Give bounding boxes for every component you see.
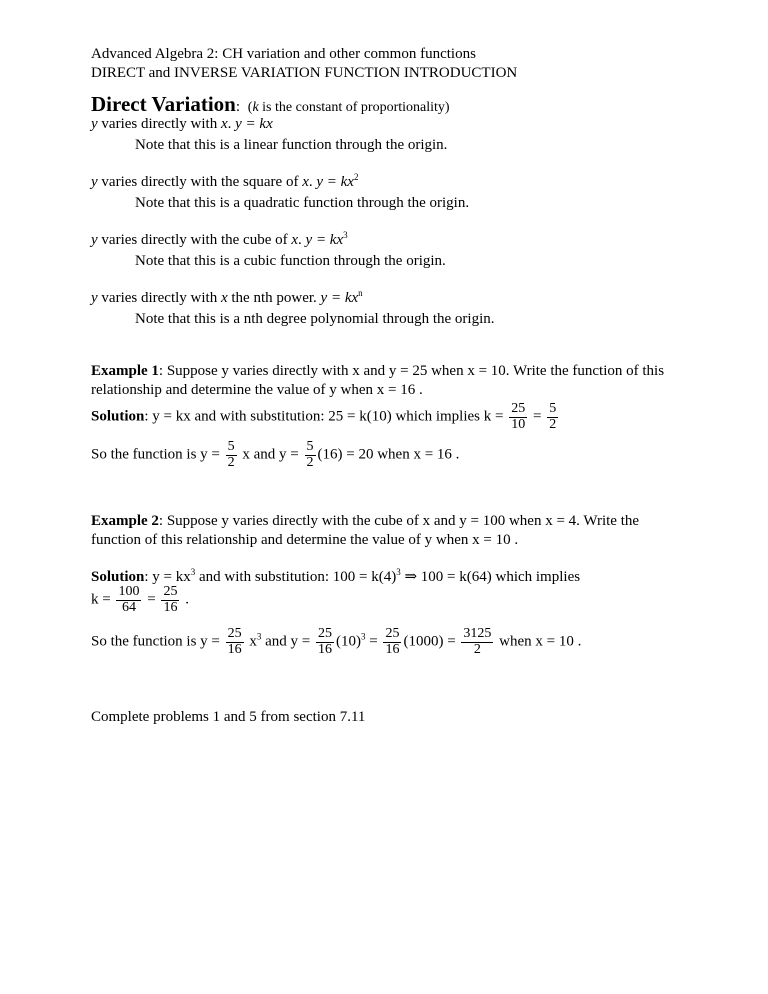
item-text-d: . xyxy=(298,232,306,248)
function-text-f: (1000) = xyxy=(403,633,460,650)
fraction-num: 3125 xyxy=(463,626,492,641)
solution-text-a: : y = kx xyxy=(144,569,191,585)
item-text-a: y xyxy=(91,232,98,248)
title-note-open: ( xyxy=(247,100,253,115)
fraction xyxy=(509,402,527,432)
item-text-a: y xyxy=(91,116,98,132)
exponent: 3 xyxy=(256,631,262,642)
fraction-num: 5 xyxy=(306,439,314,454)
item-exponent: 3 xyxy=(343,230,348,240)
fraction-den: 2 xyxy=(306,454,314,470)
title-note-k: k xyxy=(252,100,259,115)
function-text-a: So the function is y = xyxy=(91,633,224,650)
k-text: k = xyxy=(91,591,115,608)
example-1-label: Example 1 xyxy=(91,363,159,379)
fraction xyxy=(461,627,493,657)
item-text-b: varies directly with xyxy=(97,116,221,132)
fraction-den: 2 xyxy=(473,641,481,657)
fraction xyxy=(226,440,237,470)
section-title: Direct Variation xyxy=(91,92,236,116)
solution-label: Solution xyxy=(91,569,145,585)
fraction-num: 25 xyxy=(227,626,242,641)
item-exponent: 2 xyxy=(353,172,359,182)
item-text-c: x xyxy=(302,174,309,190)
fraction-den: 2 xyxy=(227,454,235,470)
example-1-line-1 xyxy=(91,362,664,380)
fraction xyxy=(161,585,179,615)
header-line-1: Advanced Algebra 2: CH variation and other common functions xyxy=(91,46,476,62)
function-text-e: = xyxy=(365,633,382,650)
item-text-a: y xyxy=(91,174,98,190)
function-text-c: and y = xyxy=(261,633,314,650)
exponent: 3 xyxy=(190,567,196,577)
fraction-den: 16 xyxy=(318,641,332,657)
fraction xyxy=(316,627,334,657)
function-text-d: (10) xyxy=(336,633,361,650)
item-exponent: n xyxy=(358,288,363,298)
solution-label: Solution xyxy=(91,408,145,425)
title-colon: : xyxy=(235,99,241,115)
fraction-den: 16 xyxy=(385,641,400,657)
item-text-b: varies directly with the cube of xyxy=(97,232,292,248)
header-line-2: DIRECT and INVERSE VARIATION FUNCTION INTRODUCTION xyxy=(91,65,518,81)
example-2-line-1 xyxy=(91,512,639,530)
example-2-label: Example 2 xyxy=(91,513,159,529)
fraction xyxy=(116,585,141,615)
variation-note-1: Note that this is a linear function through the origin. xyxy=(135,137,448,153)
fraction-den: 2 xyxy=(549,416,557,432)
solution-text-b: and with substitution: 100 = k(4) xyxy=(195,569,397,585)
equals: = xyxy=(143,591,160,608)
item-formula: y = kx xyxy=(320,290,359,306)
fraction-num: 25 xyxy=(163,584,178,599)
item-text-a: y xyxy=(91,290,98,306)
fraction-num: 5 xyxy=(227,439,235,454)
example-1-function xyxy=(91,440,459,470)
example-1-text: : Suppose y varies directly with x and y = 25 when x = 10. Write the function of this xyxy=(158,363,665,379)
fraction-den: 64 xyxy=(121,599,136,615)
solution-text: : y = kx and with substitution: 25 = k(10) which implies k = xyxy=(144,408,508,425)
variation-note-3: Note that this is a cubic function through the origin. xyxy=(135,253,446,269)
fraction xyxy=(305,440,316,470)
fraction-num: 100 xyxy=(118,584,140,599)
example-1-solution xyxy=(91,402,560,432)
fraction-den: 16 xyxy=(227,641,242,657)
fraction-num: 25 xyxy=(511,401,526,416)
example-2-function xyxy=(91,627,581,657)
item-text-d: . xyxy=(227,116,236,132)
fraction-num: 25 xyxy=(385,626,400,641)
fraction-num: 25 xyxy=(318,626,332,641)
title-note-rest: is the constant of proportionality) xyxy=(258,100,450,115)
item-text-d: the nth power. xyxy=(227,290,321,306)
section-title-row xyxy=(91,92,450,117)
item-text-b: varies directly with xyxy=(97,290,221,306)
function-text-c: (16) = 20 when x = 16 . xyxy=(317,446,460,463)
function-text-a: So the function is y = xyxy=(91,446,224,463)
variation-note-2: Note that this is a quadratic function through the origin. xyxy=(135,195,470,211)
item-formula: y = kx xyxy=(316,174,354,190)
variation-item-1 xyxy=(91,115,273,133)
variation-item-2 xyxy=(91,173,358,191)
item-text-c: x xyxy=(220,116,228,132)
variation-item-4 xyxy=(91,289,363,307)
variation-note-4: Note that this is a nth degree polynomial through the origin. xyxy=(135,311,495,327)
fraction-num: 5 xyxy=(549,401,557,416)
exponent: 3 xyxy=(396,567,401,577)
item-formula: y = kx xyxy=(305,232,344,248)
equals: = xyxy=(529,408,546,425)
function-text-b: x and y = xyxy=(238,446,303,463)
function-text-b: x xyxy=(245,633,257,650)
item-text-c: x xyxy=(220,290,228,306)
fraction-den: 16 xyxy=(163,599,178,615)
title-note xyxy=(248,100,450,115)
exponent: 3 xyxy=(361,631,366,642)
example-2-line-2: function of this relationship and determine the value of y when x = 10 . xyxy=(91,532,519,548)
k-end: . xyxy=(181,591,189,608)
fraction xyxy=(383,627,401,657)
fraction xyxy=(226,627,244,657)
item-text-c: x xyxy=(291,232,299,248)
solution-text-c: ⇒ 100 = k(64) which implies xyxy=(400,569,581,585)
item-text-b: varies directly with the square of xyxy=(97,174,303,190)
fraction xyxy=(547,402,558,432)
closing-instruction: Complete problems 1 and 5 from section 7.11 xyxy=(91,709,366,725)
item-formula: y = kx xyxy=(235,116,273,132)
function-text-g: when x = 10 . xyxy=(495,633,582,650)
item-text-d: . xyxy=(308,174,317,190)
fraction-den: 10 xyxy=(511,416,526,432)
variation-item-3 xyxy=(91,231,348,249)
example-2-k-value xyxy=(91,585,189,615)
example-2-text: : Suppose y varies directly with the cube of x and y = 100 when x = 4. Write the xyxy=(158,513,640,529)
example-1-line-2: relationship and determine the value of y when x = 16 . xyxy=(91,382,423,398)
